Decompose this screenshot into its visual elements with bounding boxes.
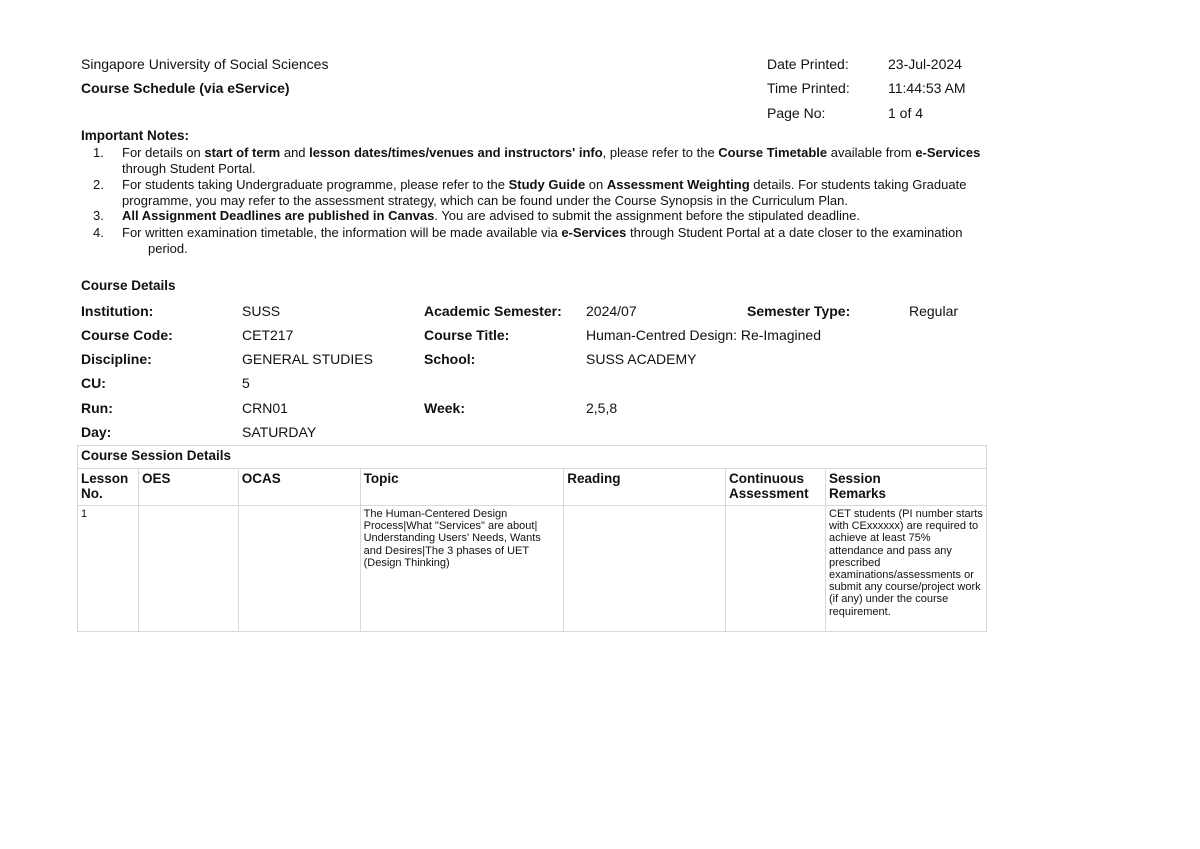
university-name: Singapore University of Social Sciences: [81, 56, 329, 72]
cell-lesson-no: 1: [78, 506, 139, 632]
page-number-label: Page No:: [767, 105, 826, 121]
col-oes: OES: [138, 469, 238, 506]
discipline-value: GENERAL STUDIES: [242, 351, 373, 367]
school-value: SUSS ACADEMY: [586, 351, 697, 367]
cell-topic: The Human-Centered Design Process|What "Services" are about| Understanding Users' Needs, Wants and Desires|The 3 phases of UET (Design Thinking): [360, 506, 564, 632]
date-printed-label: Date Printed:: [767, 56, 849, 72]
institution-label: Institution:: [81, 303, 154, 319]
time-printed-value: 11:44:53 AM: [888, 80, 966, 96]
cell-reading: [564, 506, 726, 632]
course-details-title: Course Details: [81, 278, 176, 293]
course-session-table: [77, 445, 987, 632]
col-ocas: OCAS: [238, 469, 360, 506]
school-label: School:: [424, 351, 476, 367]
day-label: Day:: [81, 424, 112, 440]
col-session-remarks: Session Remarks: [826, 469, 987, 506]
discipline-label: Discipline:: [81, 351, 152, 367]
week-value: 2,5,8: [586, 400, 618, 416]
col-lesson-no: Lesson No.: [78, 469, 139, 506]
cu-value: 5: [242, 375, 250, 391]
semester-type-label: Semester Type:: [747, 303, 851, 319]
note-1-text: For details on start of term and lesson dates/times/venues and instructors' info, please refer to the Course Timetable available from e-Services through Student Portal.: [122, 145, 981, 176]
cell-continuous-assessment: [726, 506, 826, 632]
run-value: CRN01: [242, 400, 288, 416]
cell-oes: [138, 506, 238, 632]
course-code-label: Course Code:: [81, 327, 173, 343]
table-row: [78, 506, 987, 632]
note-3-text: All Assignment Deadlines are published in Canvas. You are advised to submit the assignment before the stipulated deadline.: [122, 208, 861, 223]
semester-type-value: Regular: [909, 303, 959, 319]
note-4-number: 4.: [93, 225, 104, 240]
course-title-label: Course Title:: [424, 327, 510, 343]
notes-title: Important Notes:: [81, 128, 189, 143]
note-2-number: 2.: [93, 177, 104, 192]
note-2-text: For students taking Undergraduate programme, please refer to the Study Guide on Assessment Weighting details. For students taking Graduate programme, you may refer to the assessment strategy, which can be found under the Course Synopsis in the Curriculum Plan.: [122, 177, 967, 208]
cu-label: CU:: [81, 375, 106, 391]
session-table-title: Course Session Details: [78, 446, 987, 469]
col-continuous-assessment: Continuous Assessment: [726, 469, 826, 506]
note-3-number: 3.: [93, 208, 104, 223]
day-value: SATURDAY: [242, 424, 317, 440]
course-code-value: CET217: [242, 327, 294, 343]
page-number-value: 1 of 4: [888, 105, 924, 121]
course-title-value: Human-Centred Design: Re-Imagined: [586, 327, 821, 343]
session-table-header: [78, 469, 987, 506]
week-label: Week:: [424, 400, 465, 416]
note-4-text: For written examination timetable, the information will be made available via e-Services through Student Portal at a date closer to the examination period.: [122, 225, 963, 256]
note-1-number: 1.: [93, 145, 104, 160]
academic-semester-label: Academic Semester:: [424, 303, 562, 319]
run-label: Run:: [81, 400, 113, 416]
col-reading: Reading: [564, 469, 726, 506]
academic-semester-value: 2024/07: [586, 303, 637, 319]
institution-value: SUSS: [242, 303, 281, 319]
time-printed-label: Time Printed:: [767, 80, 850, 96]
date-printed-value: 23-Jul-2024: [888, 56, 962, 72]
page-title: Course Schedule (via eService): [81, 80, 290, 96]
col-topic: Topic: [360, 469, 564, 506]
cell-session-remarks: CET students (PI number starts with CExxxxxx) are required to achieve at least 75% attendance and pass any prescribed examinations/assessments or submit any course/project work (if any) under the course requirement.: [826, 506, 987, 632]
cell-ocas: [238, 506, 360, 632]
